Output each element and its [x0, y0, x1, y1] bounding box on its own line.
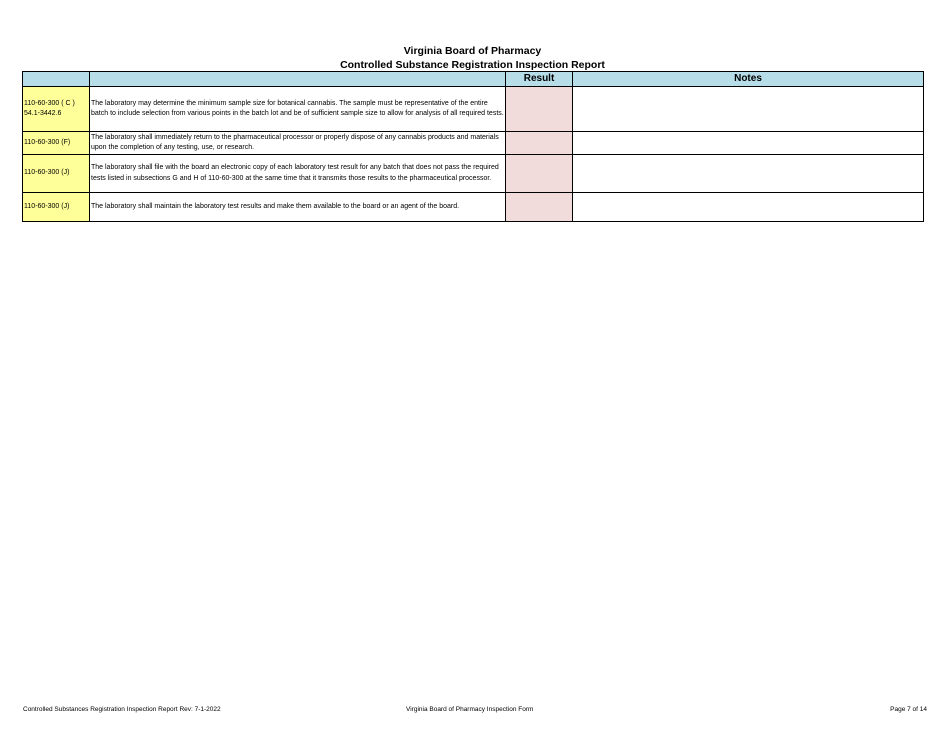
column-header-notes: Notes [573, 72, 924, 87]
requirement-text: The laboratory shall maintain the laboratory test results and make them available to the board or an agent of the board. [90, 193, 506, 222]
notes-cell[interactable] [573, 193, 924, 222]
table-header-row [23, 72, 924, 87]
table-row [23, 155, 924, 193]
regulation-code: 110-60-300 ( C ) 54.1-3442.6 [23, 87, 90, 132]
result-cell[interactable] [506, 87, 573, 132]
board-title: Virginia Board of Pharmacy [403, 45, 542, 57]
result-cell[interactable] [506, 132, 573, 155]
result-cell[interactable] [506, 155, 573, 193]
requirement-text: The laboratory shall immediately return to the pharmaceutical processor or properly dispose of any cannabis products and materials upon the completion of any testing, use, or research. [90, 132, 506, 155]
inspection-table [22, 71, 924, 222]
requirement-text: The laboratory shall file with the board an electronic copy of each laboratory test result for any batch that does not pass the required tests listed in subsections G and H of 110-60-300 at the same time that it transmits those results to the pharmaceutical processor. [90, 155, 506, 193]
report-title: Controlled Substance Registration Inspection Report [340, 59, 605, 71]
regulation-code: 110-60-300 (J) [23, 155, 90, 193]
table-row [23, 87, 924, 132]
requirement-text: The laboratory may determine the minimum sample size for botanical cannabis. The sample must be representative of the entire batch to include selection from various points in the batch lot and be of sufficient sample size to allow for analysis of all required tests. [90, 87, 506, 132]
table-row [23, 132, 924, 155]
table-row [23, 193, 924, 222]
notes-cell[interactable] [573, 87, 924, 132]
column-header-result: Result [506, 72, 573, 87]
regulation-code: 110-60-300 (J) [23, 193, 90, 222]
footer-revision: Controlled Substances Registration Inspection Report Rev: 7-1-2022 [23, 706, 221, 713]
report-header [0, 44, 945, 72]
column-header-requirement [90, 72, 506, 87]
notes-cell[interactable] [573, 132, 924, 155]
column-header-code [23, 72, 90, 87]
footer-page-number: Page 7 of 14 [890, 706, 927, 713]
result-cell[interactable] [506, 193, 573, 222]
regulation-code: 110-60-300 (F) [23, 132, 90, 155]
notes-cell[interactable] [573, 155, 924, 193]
footer-form-name: Virginia Board of Pharmacy Inspection Form [406, 706, 534, 713]
